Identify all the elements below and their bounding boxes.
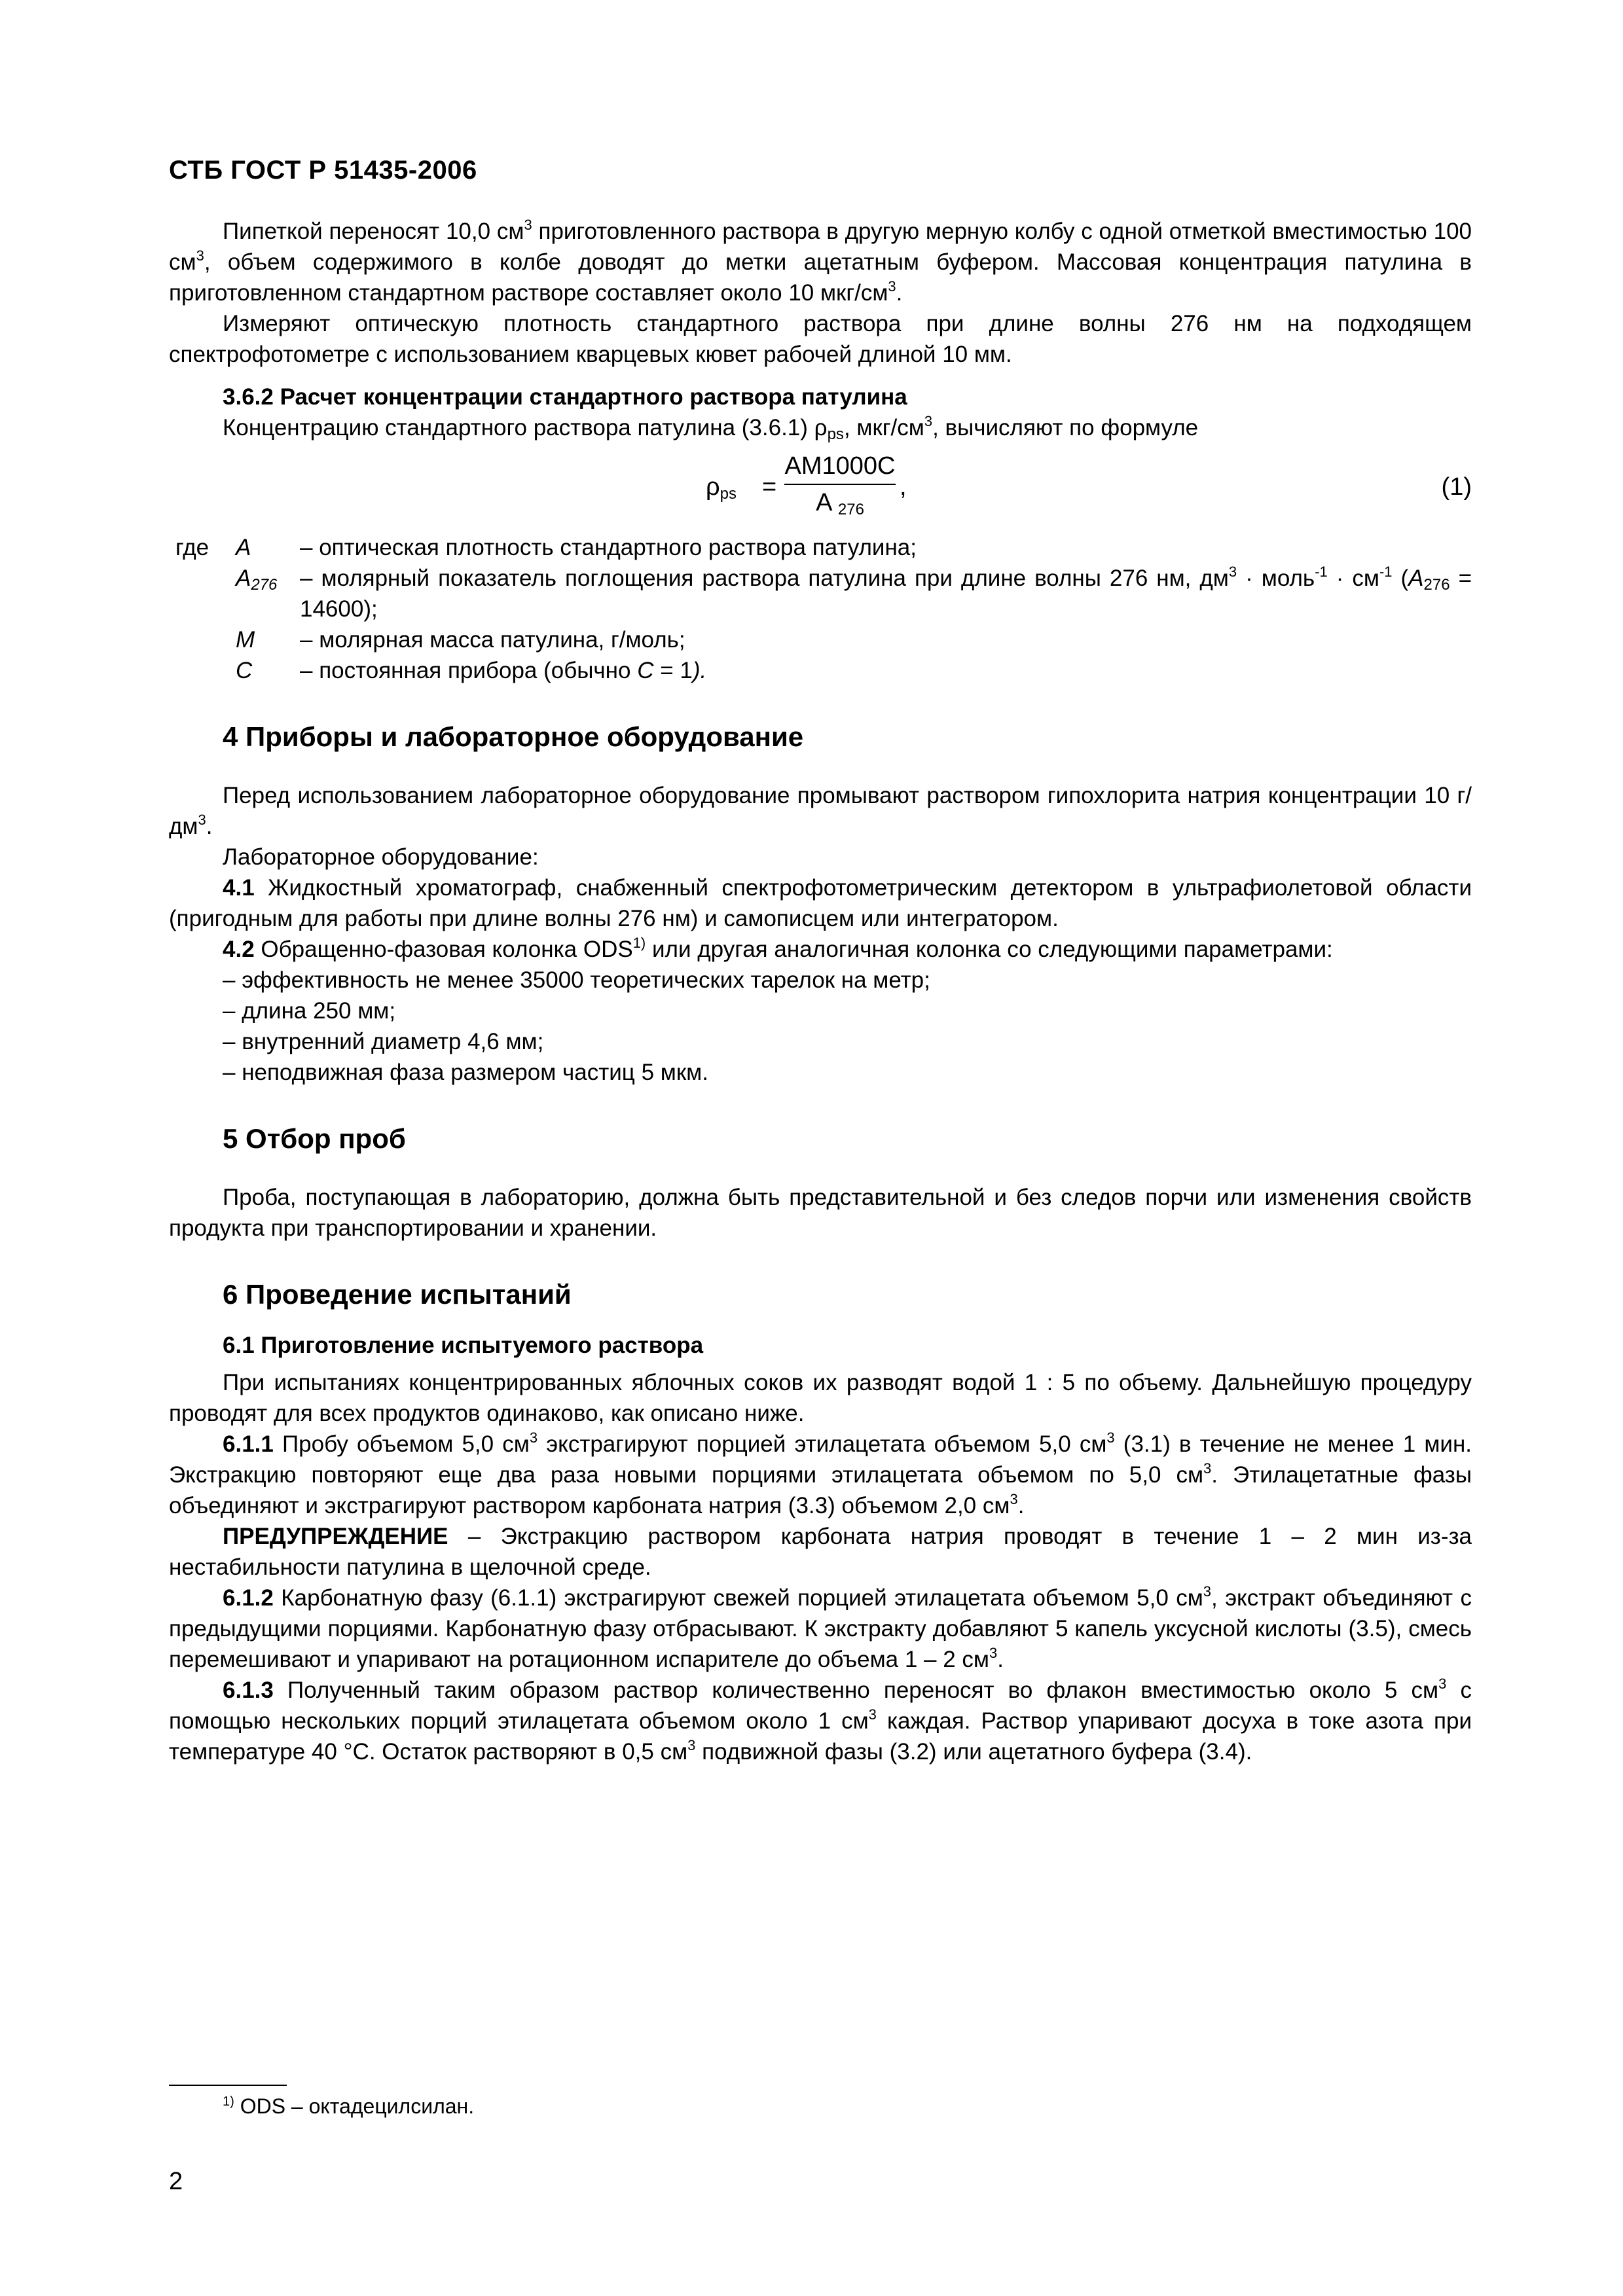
paragraph: Пипеткой переносят 10,0 $см^3$ приготовленного раствора в другую мерную колбу с одной отметкой вместимостью 100 $см^3$, объем содержимого в колбе доводят до метки ацетатным буфером. Массовая концентрация патулина в приготовленном стандартном растворе составляет около 10 мкг/$см^3$. xyxy=(169,217,1472,306)
formula-number: (1) xyxy=(1441,473,1472,501)
list-item: – внутренний диаметр 4,6 мм; xyxy=(223,1029,544,1054)
where-symbol: A xyxy=(236,535,251,560)
paragraph: Проба, поступающая в лабораторию, должна быть представительной и без следов порчи или изменения свойств продукта при транспортировании и хранении. xyxy=(169,1185,1472,1241)
paragraph: Измеряют оптическую плотность стандартного раствора при длине волны 276 нм на подходящем спектрофотометре с использованием кварцевых кювет рабочей длиной 10 мм. xyxy=(169,311,1472,367)
paragraph: Перед использованием лабораторное оборудование промывают раствором гипохлорита натрия концентрации 10 $г/дм^3$. xyxy=(169,783,1472,839)
where-word: где xyxy=(175,535,210,560)
formula-denominator: A $_{276}$ xyxy=(816,489,864,518)
list-item: – длина 250 мм; xyxy=(223,998,396,1024)
document-header: СТБ ГОСТ Р 51435-2006 xyxy=(169,156,477,185)
where-desc: – молярный показатель поглощения раствора патулина при длине волны 276 нм, $дм^3$ · моль$^{-1}$ · $см^{-1}$ $(A_{276} = 14600)$; xyxy=(300,564,1472,622)
fraction-bar xyxy=(784,484,896,485)
paragraph: Лабораторное оборудование: xyxy=(223,844,539,870)
where-symbol: C xyxy=(236,658,253,683)
formula-lhs: $\rho_{ps}$ xyxy=(706,473,737,503)
where-symbol: $A_{276}$ xyxy=(236,565,278,594)
section-heading-3-6-2: 3.6.2 Расчет концентрации стандартного раствора патулина xyxy=(223,384,907,410)
formula-equals: = xyxy=(762,473,777,501)
section-heading-4: 4 Приборы и лабораторное оборудование xyxy=(223,721,804,752)
footnote-separator xyxy=(169,2085,287,2086)
warning-paragraph: ПРЕДУПРЕЖДЕНИЕ – Экстракцию раствором карбоната натрия проводят в течение 1 – 2 мин из-за нестабильности патулина в щелочной среде. xyxy=(169,1524,1472,1580)
document-body xyxy=(169,216,1472,1767)
list-item: – неподвижная фаза размером частиц 5 мкм. xyxy=(223,1060,708,1085)
page-number: 2 xyxy=(169,2168,183,2195)
paragraph: При испытаниях концентрированных яблочных соков их разводят водой 1 : 5 по объему. Дальнейшую процедуру проводят для всех продуктов одинаково, как описано ниже. xyxy=(169,1370,1472,1426)
formula-1 xyxy=(169,450,1472,520)
paragraph: 6.1.3 Полученный таким образом раствор количественно переносят во флакон вместимостью около 5 $см^3$ с помощью нескольких порций этилацетата объемом около 1 $см^3$ каждая. Раствор упаривают досуха в токе азота при температуре 40 °С. Остаток растворяют в 0,5 $см^3$ подвижной фазы (3.2) или ацетатного буфера (3.4). xyxy=(169,1676,1472,1765)
paragraph: 4.2 Обращенно-фазовая колонка ODS$^{1)}$ или другая аналогичная колонка со следующими параметрами: xyxy=(223,935,1333,962)
paragraph: Концентрацию стандартного раствора патулина (3.6.1) $\rho_{ps}$, мкг/$см^3$, вычисляют по формуле xyxy=(223,413,1199,443)
footnote-ref: 1) xyxy=(632,935,646,951)
list-item: – эффективность не менее 35000 теоретических тарелок на метр; xyxy=(223,967,930,993)
paragraph: 4.1 Жидкостный хроматограф, снабженный спектрофотометрическим детектором в ультрафиолетовой области (пригодным для работы при длине волны 276 нм) и самописцем или интегратором. xyxy=(169,875,1472,931)
where-symbol: M xyxy=(236,627,255,653)
where-desc: – оптическая плотность стандартного раствора патулина; xyxy=(300,535,917,560)
footnote: $^{1)}$ ODS – октадецилсилан. xyxy=(223,2094,475,2118)
formula-comma: , xyxy=(900,473,907,501)
where-list xyxy=(169,532,1472,686)
section-heading-6: 6 Проведение испытаний xyxy=(223,1279,572,1310)
paragraph: 6.1.1 Пробу объемом 5,0 $см^3$ экстрагируют порцией этилацетата объемом 5,0 $см^3$ (3.1) в течение не менее 1 мин. Экстракцию повторяют еще два раза новыми порциями этилацетата объемом по 5,0 $см^3$. Этилацетатные фазы объединяют и экстрагируют раствором карбоната натрия (3.3) объемом 2,0 $см^3$. xyxy=(169,1429,1472,1518)
section-heading-5: 5 Отбор проб xyxy=(223,1123,406,1154)
where-desc: – постоянная прибора (обычно C = 1). xyxy=(300,658,707,683)
formula-numerator: AM1000C xyxy=(784,452,896,480)
section-heading-6-1: 6.1 Приготовление испытуемого раствора xyxy=(223,1333,704,1358)
where-desc: – молярная масса патулина, г/моль; xyxy=(300,627,685,653)
paragraph: 6.1.2 Карбонатную фазу (6.1.1) экстрагируют свежей порцией этилацетата объемом 5,0 $см^3$, экстракт объединяют с предыдущими порциями. Карбонатную фазу отбрасывают. К экстракту добавляют 5 капель уксусной кислоты (3.5), смесь перемешивают и упаривают на ротационном испарителе до объема 1 – 2 $см^3$. xyxy=(169,1583,1472,1672)
